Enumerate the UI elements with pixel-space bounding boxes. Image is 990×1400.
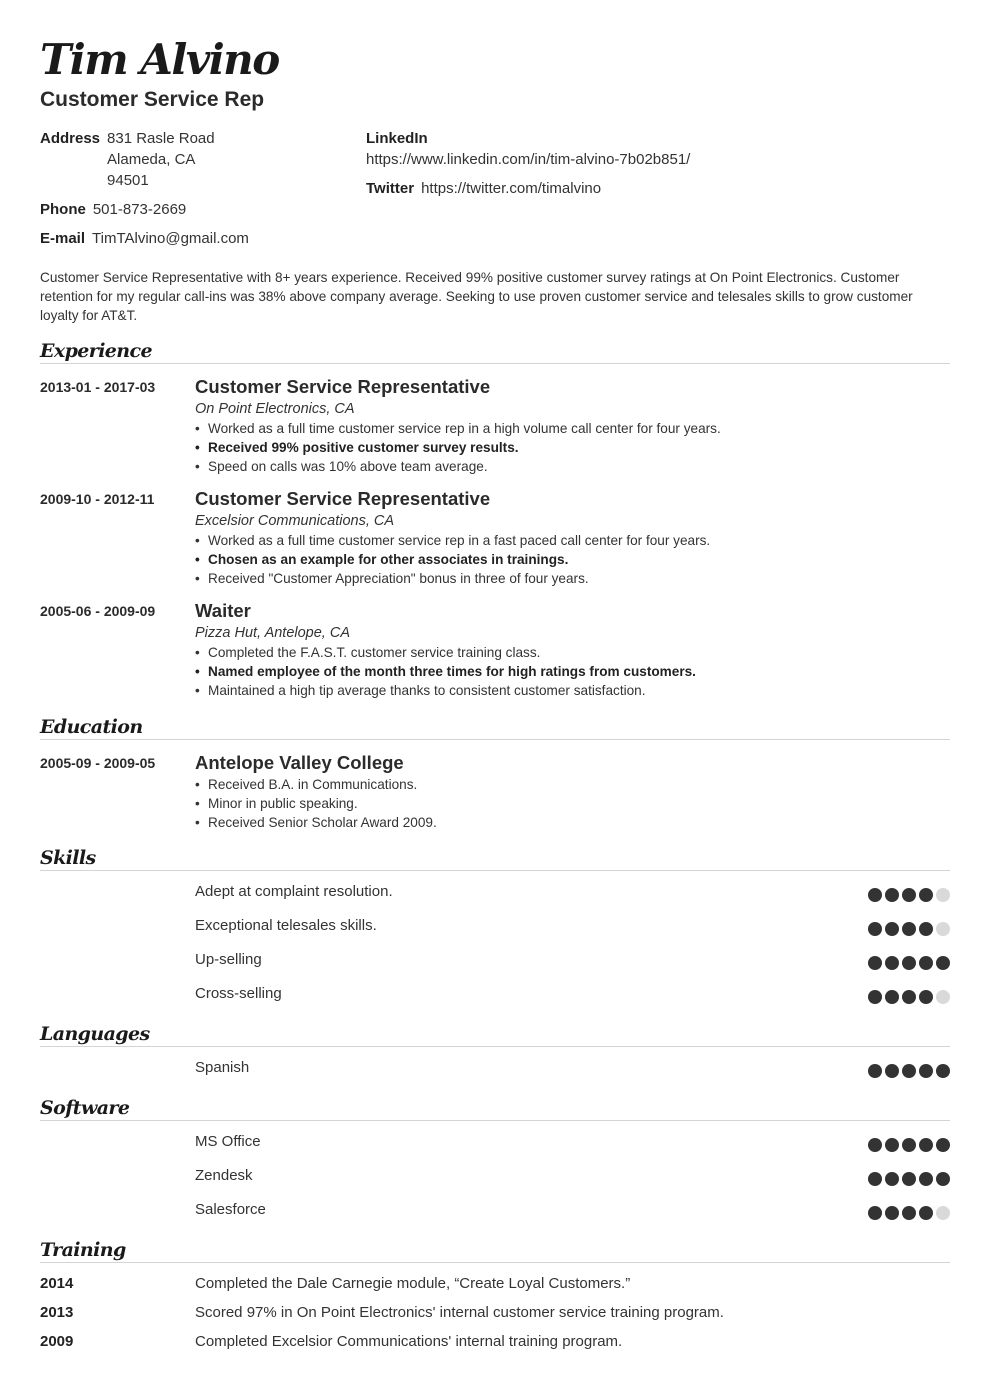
bullet: • Maintained a high tip average thanks to consistent customer satisfaction. <box>195 681 950 700</box>
address-line: Alameda, CA <box>107 151 196 168</box>
rating-dot-empty <box>936 1206 950 1220</box>
twitter-label: Twitter <box>366 180 415 197</box>
rating-dot-filled <box>868 1206 882 1220</box>
rating-dot-filled <box>936 956 950 970</box>
rating-dot-filled <box>885 956 899 970</box>
phone-label: Phone <box>40 201 86 218</box>
rating-dot-filled <box>936 1064 950 1078</box>
rating-dot-filled <box>868 1064 882 1078</box>
languages-heading-text: Languages <box>40 1023 150 1045</box>
rating-dot-filled <box>902 1206 916 1220</box>
bullet: • Completed the F.A.S.T. customer service training class. <box>195 643 950 662</box>
bullet: • Received "Customer Appreciation" bonus in three of four years. <box>195 569 950 588</box>
entry-role: Customer Service Representative <box>195 488 491 509</box>
skill-row <box>195 916 950 936</box>
training-year: 2009 <box>40 1333 74 1350</box>
rating-dot-filled <box>902 1172 916 1186</box>
training-text: Completed the Dale Carnegie module, “Create Loyal Customers.” <box>195 1275 631 1292</box>
software-row <box>195 1200 950 1220</box>
bullet: • Worked as a full time customer service rep in a fast paced call center for four years. <box>195 531 950 550</box>
address-row <box>40 128 249 191</box>
education-heading <box>40 713 950 740</box>
rating-dot-filled <box>885 1206 899 1220</box>
entry-dates: 2005-06 - 2009-09 <box>40 603 156 619</box>
entry-role: Waiter <box>195 600 251 621</box>
rating-dot-empty <box>936 888 950 902</box>
skill-row <box>195 984 950 1004</box>
rating-dot-filled <box>902 888 916 902</box>
education-heading-text: Education <box>40 716 143 738</box>
rating-dot-filled <box>868 1172 882 1186</box>
rating-dot-filled <box>868 956 882 970</box>
bullet: • Received B.A. in Communications. <box>195 775 950 794</box>
address-label: Address <box>40 130 101 147</box>
rating-dot-filled <box>936 1138 950 1152</box>
rating-dot-filled <box>885 990 899 1004</box>
rating-dot-filled <box>885 888 899 902</box>
languages-heading <box>40 1020 950 1047</box>
rating-dot-filled <box>919 1064 933 1078</box>
twitter-url[interactable]: https://twitter.com/timalvino <box>421 180 602 197</box>
experience-heading <box>40 337 950 364</box>
rating-dot-filled <box>902 922 916 936</box>
skill-name: Cross-selling <box>195 985 282 1002</box>
skill-name: Up-selling <box>195 951 262 968</box>
language-name: Spanish <box>195 1059 250 1076</box>
training-year: 2013 <box>40 1304 74 1321</box>
rating-dot-filled <box>919 956 933 970</box>
rating-dot-filled <box>885 1172 899 1186</box>
entry-dates: 2009-10 - 2012-11 <box>40 491 155 507</box>
entry-bullets <box>195 775 950 832</box>
rating-dot-filled <box>919 888 933 902</box>
entry-bullets <box>195 419 950 476</box>
training-text: Scored 97% in On Point Electronics' internal customer service training program. <box>195 1304 724 1321</box>
phone-value: 501-873-2669 <box>92 201 187 218</box>
entry-bullets <box>195 643 950 700</box>
rating-dot-filled <box>885 1138 899 1152</box>
bullet: • Received 99% positive customer survey results. <box>195 438 950 457</box>
training-heading <box>40 1236 950 1263</box>
skills-heading-text: Skills <box>40 847 96 869</box>
contact-left <box>40 128 249 249</box>
entry-dates: 2013-01 - 2017-03 <box>40 379 156 395</box>
job-title: Customer Service Rep <box>40 88 265 111</box>
skill-row <box>195 950 950 970</box>
rating-dot-filled <box>868 990 882 1004</box>
rating-dots <box>868 956 950 970</box>
entry-body <box>195 599 950 700</box>
entry-school: Antelope Valley College <box>195 752 404 773</box>
bullet: • Worked as a full time customer service rep in a high volume call center for four years. <box>195 419 950 438</box>
rating-dots <box>868 888 950 902</box>
software-heading <box>40 1094 950 1121</box>
software-heading-text: Software <box>40 1097 130 1119</box>
rating-dots <box>868 1064 950 1078</box>
rating-dot-filled <box>902 1138 916 1152</box>
entry-company: Pizza Hut, Antelope, CA <box>195 625 351 641</box>
address-value <box>107 128 215 191</box>
contact-right <box>366 128 690 199</box>
skill-name: Adept at complaint resolution. <box>195 883 393 900</box>
bullet: • Chosen as an example for other associates in trainings. <box>195 550 950 569</box>
rating-dot-filled <box>885 922 899 936</box>
rating-dots <box>868 1138 950 1152</box>
linkedin-label: LinkedIn <box>366 130 428 147</box>
training-row <box>40 1303 950 1323</box>
language-row <box>195 1058 950 1078</box>
rating-dot-filled <box>902 990 916 1004</box>
skill-name: Exceptional telesales skills. <box>195 917 377 934</box>
entry-company: Excelsior Communications, CA <box>195 513 395 529</box>
entry-company: On Point Electronics, CA <box>195 401 355 417</box>
skills-heading <box>40 844 950 871</box>
rating-dots <box>868 922 950 936</box>
linkedin-url[interactable]: https://www.linkedin.com/in/tim-alvino-7b02b851/ <box>366 151 691 168</box>
experience-heading-text: Experience <box>40 340 152 362</box>
training-row <box>40 1332 950 1352</box>
rating-dot-filled <box>868 1138 882 1152</box>
email-row <box>40 228 249 249</box>
bullet: • Minor in public speaking. <box>195 794 950 813</box>
email-label: E-mail <box>40 230 86 247</box>
address-line: 831 Rasle Road <box>107 130 215 147</box>
rating-dots <box>868 1172 950 1186</box>
skill-row <box>195 882 950 902</box>
entry-body <box>195 375 950 476</box>
bullet: • Named employee of the month three times for high ratings from customers. <box>195 662 950 681</box>
entry-role: Customer Service Representative <box>195 376 491 397</box>
rating-dot-empty <box>936 990 950 1004</box>
software-row <box>195 1132 950 1152</box>
training-heading-text: Training <box>40 1239 126 1261</box>
rating-dot-filled <box>902 1064 916 1078</box>
rating-dot-filled <box>919 922 933 936</box>
candidate-name: Tim Alvino <box>40 35 279 84</box>
rating-dot-filled <box>868 922 882 936</box>
software-name: Zendesk <box>195 1167 253 1184</box>
software-name: MS Office <box>195 1133 261 1150</box>
rating-dot-filled <box>919 1138 933 1152</box>
rating-dot-filled <box>868 888 882 902</box>
email-value[interactable]: TimTAlvino@gmail.com <box>92 230 249 247</box>
software-row <box>195 1166 950 1186</box>
rating-dot-filled <box>919 1172 933 1186</box>
bullet: • Speed on calls was 10% above team average. <box>195 457 950 476</box>
rating-dot-filled <box>902 956 916 970</box>
bullet: • Received Senior Scholar Award 2009. <box>195 813 950 832</box>
training-row <box>40 1274 950 1294</box>
profile-summary: Customer Service Representative with 8+ years experience. Received 99% positive customer survey ratings at On Point Electronics. Customer retention for my regular call-ins was 38% above company average. Seeking to use proven customer service and telesales skills to grow customer loyalty for AT&T. <box>40 270 913 323</box>
software-name: Salesforce <box>195 1201 266 1218</box>
rating-dot-filled <box>919 1206 933 1220</box>
training-text: Completed Excelsior Communications' internal training program. <box>195 1333 623 1350</box>
rating-dot-filled <box>936 1172 950 1186</box>
twitter-row <box>366 178 690 199</box>
address-line: 94501 <box>107 172 149 189</box>
entry-body <box>195 487 950 588</box>
rating-dots <box>868 1206 950 1220</box>
entry-body <box>195 751 950 832</box>
rating-dot-filled <box>885 1064 899 1078</box>
training-year: 2014 <box>40 1275 74 1292</box>
rating-dots <box>868 990 950 1004</box>
rating-dot-filled <box>919 990 933 1004</box>
rating-dot-empty <box>936 922 950 936</box>
entry-dates: 2005-09 - 2009-05 <box>40 755 156 771</box>
entry-bullets <box>195 531 950 588</box>
phone-row <box>40 199 249 220</box>
